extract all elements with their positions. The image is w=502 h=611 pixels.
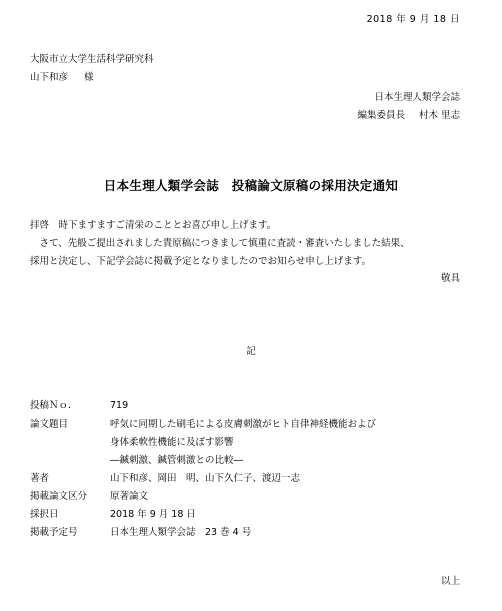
end-mark: 以上 — [440, 576, 460, 587]
recipient-honorific: 様 — [84, 72, 94, 83]
category-value: 原著論文 — [110, 491, 149, 502]
sender-title: 編集委員長 — [357, 110, 405, 121]
recipient-line — [30, 72, 94, 84]
issue-value: 日本生理人類学会誌 23 巻 4 号 — [110, 527, 252, 538]
paper-title-line-2: 身体柔軟性機能に及ぼす影響 — [110, 437, 234, 448]
authors-value: 山下和彦、岡田 明、山下久仁子、渡辺一志 — [110, 473, 301, 484]
closing-keigu: 敬具 — [440, 273, 460, 284]
authors-label: 著者 — [30, 473, 50, 484]
ki-heading: 記 — [246, 346, 256, 357]
submission-no-label: 投稿Ｎｏ． — [30, 400, 78, 411]
body-line-1: 拝啓 時下ますますご清栄のこととお喜び申し上げます。 — [30, 220, 277, 231]
paper-title-line-1: 呼気に同期した刷毛による皮膚刺激がヒト自律神経機能および — [110, 419, 377, 430]
issue-label: 掲載予定号 — [30, 527, 78, 538]
submission-no-value: 719 — [110, 400, 129, 411]
sender-organization: 日本生理人類学会誌 — [374, 92, 460, 103]
sender-name: 村木 里志 — [418, 110, 460, 121]
body-line-3: 採用と決定し、下記学会誌に掲載予定となりましたのでお知らせ申し上げます。 — [30, 256, 371, 267]
paper-title-label: 論文題目 — [30, 419, 69, 430]
accepted-date-value: 2018 年 9 月 18 日 — [110, 509, 196, 520]
body-line-2: さて、先般ご提出されました貴原稿につきまして慎重に査読・審査いたしました結果、 — [30, 238, 410, 249]
category-label: 掲載論文区分 — [30, 491, 88, 502]
recipient-affiliation: 大阪市立大学生活科学研究科 — [30, 54, 154, 65]
sender-line — [357, 110, 460, 122]
accepted-date-label: 採択日 — [30, 509, 59, 520]
letter-date: 2018 年 9 月 18 日 — [366, 14, 460, 25]
paper-title-line-3: ―鍼刺激、鍼管刺激との比較― — [110, 455, 244, 466]
letter-title: 日本生理人類学会誌 投稿論文原稿の採用決定通知 — [103, 178, 399, 193]
recipient-name: 山下和彦 — [30, 72, 69, 83]
